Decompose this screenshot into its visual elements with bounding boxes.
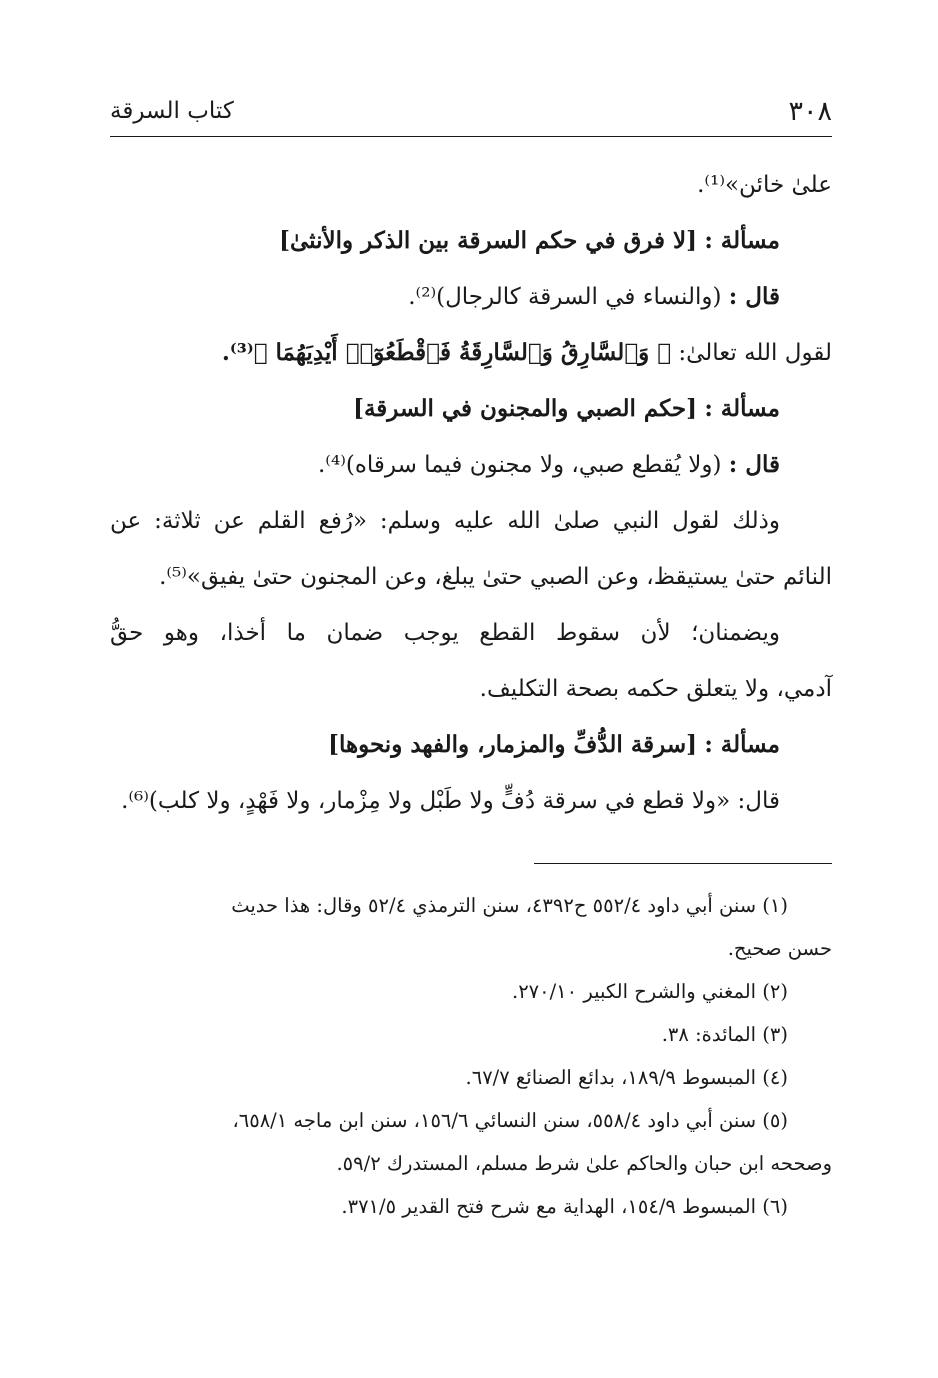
quote-line	[110, 437, 832, 493]
verse-line	[110, 325, 832, 381]
issue-label: مسألة :	[704, 731, 780, 758]
page-header	[110, 92, 832, 137]
paragraph-line: آدمي، ولا يتعلق حكمه بصحة التكليف.	[479, 676, 832, 702]
issue-heading	[110, 213, 832, 269]
paragraph-line: ويضمنان؛ لأن سقوط القطع يوجب ضمان ما أخذا، وهو حقُّ	[110, 620, 780, 646]
text-line: علىٰ خائن»⁽¹⁾.	[697, 172, 832, 198]
issue-heading	[110, 717, 832, 773]
quote-line	[110, 269, 832, 325]
page-number: ٣٠٨	[788, 96, 832, 127]
book-page	[110, 92, 832, 1228]
issue-title: [حكم الصبي والمجنون في السرقة]	[353, 395, 697, 422]
footnote: (٥) سنن أبي داود ٥٥٨/٤، سنن النسائي ١٥٦/٦، سنن ابن ماجه ٦٥٨/١،	[232, 1109, 788, 1132]
verse-intro: لقول الله تعالىٰ:	[678, 340, 832, 366]
footnote-separator	[534, 863, 832, 864]
quran-verse: ﴿ وَٱلسَّارِقُ وَٱلسَّارِقَةُ فَٱقْطَعُوٓا۟ أَيْدِيَهُمَا ﴾⁽³⁾.	[221, 339, 672, 366]
footnote-continuation: وصححه ابن حبان والحاكم علىٰ شرط مسلم، المستدرك ٥٩/٢.	[336, 1152, 832, 1175]
paragraph-line: وذلك لقول النبي صلىٰ الله عليه وسلم: «رُفع القلم عن ثلاثة: عن	[110, 508, 780, 534]
footnote-continuation: حسن صحيح.	[727, 937, 832, 960]
running-title: كتاب السرقة	[110, 98, 234, 124]
paragraph-line: النائم حتىٰ يستيقظ، وعن الصبي حتىٰ يبلغ، وعن المجنون حتىٰ يفيق»⁽⁵⁾.	[159, 564, 832, 590]
quote-text: (والنساء في السرقة كالرجال)⁽²⁾.	[408, 284, 722, 310]
said-label: قال :	[728, 283, 780, 310]
footnote: (٣) المائدة: ٣٨.	[661, 1023, 788, 1046]
issue-heading	[110, 381, 832, 437]
footnotes	[110, 884, 832, 1228]
quote-text: (ولا يُقطع صبي، ولا مجنون فيما سرقاه)⁽⁴⁾.	[318, 452, 722, 478]
footnote: (٢) المغني والشرح الكبير ٢٧٠/١٠.	[511, 980, 788, 1003]
footnote: (٤) المبسوط ١٨٩/٩، بدائع الصنائع ٦٧/٧.	[465, 1066, 788, 1089]
issue-title: [لا فرق في حكم السرقة بين الذكر والأنثىٰ]	[279, 227, 697, 254]
said-label: قال :	[728, 451, 780, 478]
issue-label: مسألة :	[704, 395, 780, 422]
issue-title: [سرقة الدُّفِّ والمزمار، والفهد ونحوها]	[328, 731, 697, 758]
quote-line: قال: «ولا قطع في سرقة دُفٍّ ولا طَبْل ولا مِزْمار، ولا فَهْدٍ، ولا كلب)⁽⁶⁾.	[121, 788, 780, 814]
issue-label: مسألة :	[704, 227, 780, 254]
footnote: (١) سنن أبي داود ٥٥٢/٤ ح٤٣٩٢، سنن الترمذي ٥٢/٤ وقال: هذا حديث	[231, 894, 788, 917]
main-text	[110, 157, 832, 829]
footnote: (٦) المبسوط ١٥٤/٩، الهداية مع شرح فتح القدير ٣٧١/٥.	[341, 1195, 788, 1218]
